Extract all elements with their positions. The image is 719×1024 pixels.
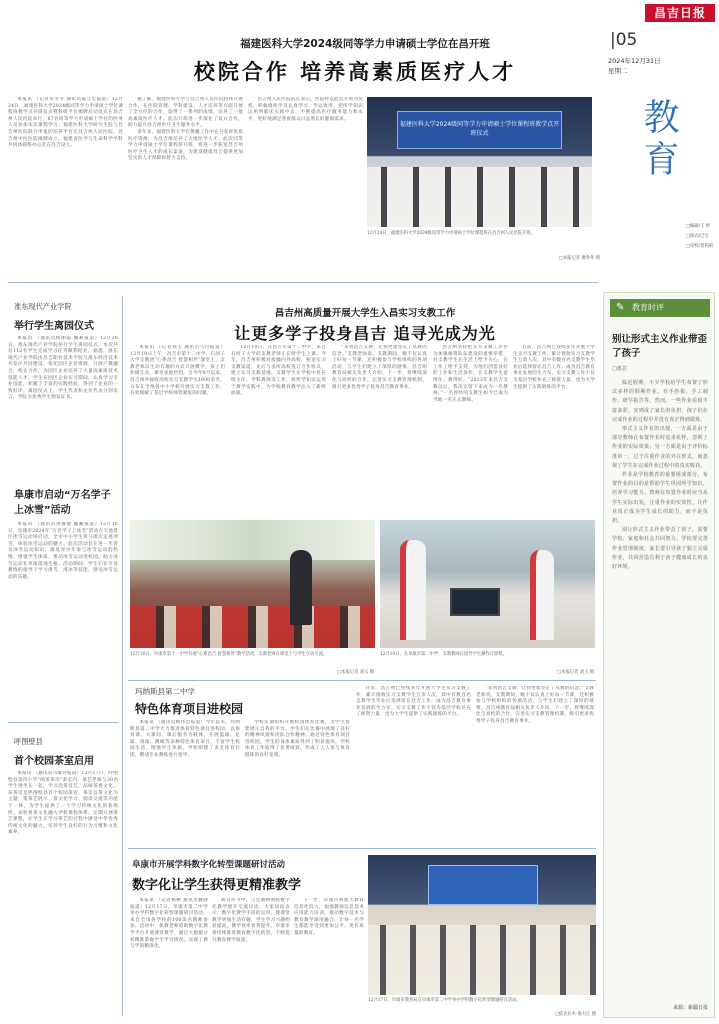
mid-photo-2 bbox=[380, 520, 595, 648]
s1-kicker: 准东现代产业学院 bbox=[14, 302, 72, 311]
s1-headline: 举行学生离园仪式 bbox=[14, 321, 94, 332]
lead-photo-credit: □本报记者 廖冬冬 摄 bbox=[558, 256, 600, 261]
s3-body: 本报讯 （通讯员马敏玲报道）12月17日，呼图壁县第四小学“阅茶茶诗”茶室内，茶艺老师与30名学生围坐在一起，学习泡茶技艺，品味茶香文化。该茶室是呼图壁县首个校园茶室，茶室以茶文化为主题，集茶艺展示、茶文化学习、阅读交流等功能于一体，为学生提供了一个学习传统文化的新场所。该校将茶文化融入学校课程体系，定期开展茶艺课程，让学生在学习茶艺的过程中感受中华优秀传统文化的魅力，培养学生良好的行为习惯和文化素养。 bbox=[8, 771, 118, 836]
issue-weekday: 星期二 bbox=[608, 67, 628, 75]
lead-col-1: 本报讯 （记者常冬冬 通讯员陈立宏报道）12月24日，福建医科大学2024级同等学力申请硕士学位课程班教学点开班仪式暨科研平台揭牌启动仪式在昌吉州人民医院举行，87名同等学力申请硕士学位的医务人员参加本次课程学习。福建医科大学研究生院与昌吉州医院联合申报的培养平台在昌吉州人民医院、昌吉州中医医院揭牌成立，福建省医学与生命科学学科共同体联络办公室在昌吉设立。 bbox=[8, 97, 123, 149]
commentary-box bbox=[603, 292, 715, 1018]
computer-screen bbox=[450, 588, 500, 616]
section-title: 教育 bbox=[638, 98, 679, 182]
window-light bbox=[130, 520, 375, 560]
stage-banner: 福建医科大学2024级同等学力申请硕士学位课程班教学点开班仪式 bbox=[397, 111, 562, 149]
editor-line: □版式/巴宝 bbox=[686, 234, 709, 239]
editor-credits bbox=[686, 222, 716, 252]
mid-col-5: 目前，昌吉州已连续多年开展大学生实习支教工作，累计接收实习支教学生万余人次，其中有数百名支教学生毕业后选择留在昌吉工作，成为昌吉教育事业发展的生力军。实习支教工作不仅为基层学校补充了师资力量，也为大学生提供了实践锻炼的平台。 bbox=[513, 345, 595, 390]
teacher-figure bbox=[290, 550, 312, 625]
lead-col-2: 据了解，福建医科大学与昌吉州人民医院持续开展合作，在医院管理、学科建设、人才培养等方面开展了全方位的合作，取得了一系列的成绩，培养了一批高素质医疗人才。此次开班进一步深化了双方合作，助力提升昌吉州医疗卫生服务水平。 多年来，福建医科大学在援疆工作中充分发挥优质医疗资源，为昌吉州培养了大批医学人才。此次同等学力申请硕士学位课程班开班，将进一步拓宽昌吉州医疗卫生人才的成长渠道，为建设健康昌吉提供更加坚实的人才保障和智力支持。 bbox=[128, 97, 243, 162]
lead-col-3: 昌吉州人民医院院长表示，医院将以此次开班为契机，积极组织学员认真学习，学以致用，把所学知识运用到临床实践中去，不断提高医疗服务能力和水平，更好地满足各族群众日益增长的健康需求。 bbox=[248, 97, 363, 122]
pen-icon: ✎ bbox=[616, 302, 625, 313]
editor-line: □审校/贺利莉 bbox=[686, 244, 713, 249]
left-divider bbox=[8, 722, 118, 723]
mid-kicker: 昌吉州高质量开展大学生入昌实习支教工作 bbox=[274, 308, 456, 319]
audience-rows bbox=[367, 167, 592, 227]
mid-photo-1 bbox=[130, 520, 375, 648]
s1-body: 本报讯 （通讯员杨丽霞 魏莉报道）12月26日，准东现代产业学院举行学生离园仪式，本次共有112名学生完成学习任务顺利结业。据悉，准东现代产业学院由昌吉职业技术学院与准东经济技术开发区共同建设，依托园区企业资源，开展产教融合、校企合作，为园区企业培养了大量高素质技术技能人才。学生在园区企业实习期间，认真学习专业技能，积累了丰富的实践经验，得到了企业的一致好评。离园仪式上，学生代表和企业代表分别发言，学院为优秀学生颁发证书。 bbox=[8, 336, 118, 401]
commentary-author: □惠芸 bbox=[612, 366, 627, 372]
bottom-kicker: 阜康市开展学科数字化转型课题研讨活动 bbox=[132, 860, 286, 870]
bottom-divider bbox=[128, 848, 596, 849]
lead-headline: 校院合作 培养高素质医疗人才 bbox=[193, 60, 517, 84]
mid-photo-1-caption: 12月10日，阜康市第十一中学开展“心系昌吉 智慧相伴”教学活动，支教老师在课堂上与学生互动交流。 bbox=[130, 652, 328, 657]
mid-col-4: 昌吉州坚持把实习支教工作作为加强师资队伍建设的重要举措，对支教学生在生活上给予关心，在工作上给予支持，为他们创造良好的工作和生活条件，让支教学生留得住、教得好。“2023年来昌吉支教以后，我决定留下来成为一名教师。”一名曾经的支教生如今已成为当地一名正式教师。 bbox=[433, 345, 508, 403]
mid-col-2: 12月10日，在昌吉市第十二中学，来自石河子大学的支教老师正在给学生上课。今年，昌吉州积极对接疆内外高校，拓宽实习支教渠道，先后与多所高校签订合作协议，建立实习支教基地。支教学生在学校中担任班主任、学科教师等工作，将所学知识运用于教学实践中，为学校教育教学注入了新鲜血液。 bbox=[231, 345, 326, 397]
bottom-col-2: 研讨环节中，与会教师围绕数字化教学展开交流讨论。大家纷纷表示，数字化教学手段的运用，使课堂教学更加生动有趣，学生学习兴趣明显提高，教学效率显著提升。阜康市将持续推进教育数字化转型，不断提升教育教学质量。 bbox=[212, 898, 290, 943]
mid-continue-2: “来到昌吉支教，让我更加坚定了从教的信念。”支教老师说。支教期间，她不仅认真上好每一节课，还积极参与学校组织的各项活动，与学生们建立了深厚的感情。昌吉州教育局相关负责人介绍，下一步，将继续深化与高校的合作，完善实习支教管理机制，吸引更多优秀学子投身昌吉教育事业。 bbox=[476, 686, 594, 724]
lead-photo-caption: 12月24日，福建医科大学2024级同等学力申请硕士学位课程班在昌吉州人民医院开班。 bbox=[367, 231, 535, 236]
bottom-photo-credit: □依克拉木·海力江 摄 bbox=[554, 1012, 596, 1017]
audience-rows bbox=[368, 925, 596, 995]
mid-photo-1-credit: □本报记者 刘玉 摄 bbox=[337, 670, 374, 675]
issue-date: 2024年12月31日 bbox=[608, 57, 661, 65]
s3-kicker: 呼图壁县 bbox=[14, 737, 43, 746]
paper-name: 昌吉日报 bbox=[645, 4, 715, 22]
mid-col-3: “来到昌吉支教，让我更加坚定了从教的信念。”支教老师说。支教期间，她不仅认真上好每一节课，还积极参与学校组织的各项活动，与学生们建立了深厚的感情。昌吉州教育局相关负责人介绍，下一步，将继续深化与高校的合作，完善实习支教管理机制，吸引更多优秀学子投身昌吉教育事业。 bbox=[332, 345, 427, 390]
s3-headline: 首个校园茶室启用 bbox=[14, 756, 94, 767]
bl-col-2: 学校定期组织开展校园体育比赛，为学生搭建展示自我的平台。学生们在比赛中展现了良好的精神风貌和团队合作精神。通过特色体育项目进校园，学生的身体素质得到了明显提高，学校体育工作取得了显著成效，形成了人人参与体育锻炼的良好氛围。 bbox=[245, 720, 350, 758]
left-column-rule bbox=[122, 296, 123, 1016]
mid-headline: 让更多学子投身昌吉 追寻光成为光 bbox=[234, 324, 496, 343]
s2-headline: 阜康市启动“万名学子上冰雪”活动 bbox=[14, 490, 111, 516]
lead-kicker: 福建医科大学2024级同等学力申请硕士学位在昌开班 bbox=[240, 38, 490, 50]
commentary-body: 临近假期，不少学校给学生布置了形式多样的假期作业，有手抄报、手工制作、研学报告等。然而，一些作业看似丰富多彩，实则成了家长的负担，孩子们在完成作业的过程中并没有真正得到锻炼。 形式主义作业的出现，一方面是由于部分教师在布置作业时追求花样，忽视了作业的实际效果；另一方面是由于评价标准单一，过于注重作业的外在形式，而忽视了学生在完成作业过程中的真实收获。 作业是学校教育的重要组成部分，布置作业的目的是帮助学生巩固所学知识、培养学习能力。教师在布置作业时应当从学生实际出发，注重作业的实效性，让作业真正成为学生成长的助力，而不是负担。 别让形式主义作业带歪了孩子，需要学校、家庭和社会共同努力。学校要完善作业管理制度，家长要引导孩子独立完成作业，共同营造有利于孩子健康成长的良好环境。 bbox=[612, 380, 708, 571]
s2-body: 本报讯 （通讯员黄敏敏 魏鹏报道）12月16日，阜康市2024年“万名学子上冰雪”活动在天池景区冰雪运动场启动，全市中小学生将分批次走进冰雪，体验冰雪运动的魅力。此次活动旨在进一步普及冰雪运动知识，激发青少年参与冰雪运动的热情，增强学生体质，推动冰雪运动进校园，助力冰雪运动在阜康落地生根。活动期间，学生们在专业教练的指导下学习滑雪、滑冰等技能，感受冰雪运动的乐趣。 bbox=[8, 522, 118, 580]
bottom-headline: 数字化让学生获得更精准教学 bbox=[132, 878, 302, 893]
editor-line: □编辑/王 婷 bbox=[686, 224, 711, 229]
commentary-source: 来源：新疆日报 bbox=[672, 1005, 708, 1011]
commentary-tag: ✎ 教育时评 bbox=[610, 299, 710, 317]
bottom-col-1: 本报讯 （记者杨柳 通讯员魏静报道）12月17日，阜康市第二中学举办学科数字化转型课题研讨活动，来自全市各学校的100余名教师参加。活动中，执教老师借助数字化教学平台开展课堂教学，通过大数据分析精准掌握学生学习情况，实现了教与学的精准化。 bbox=[130, 898, 208, 950]
mid-photo-2-credit: □本报记者 刘玉 摄 bbox=[557, 670, 594, 675]
page-number: |05 bbox=[610, 30, 638, 50]
classroom-desks bbox=[130, 606, 375, 648]
bottom-photo-caption: 12月17日，阜康市教育局在阜康市第二中学举办学科数字化转型课题研讨活动。 bbox=[368, 998, 521, 1003]
mid-col-1: 本报讯 （记者刘玉 通讯员马玲报道）12月10日上午，昌吉市第十二中学、石河子大学支教团“心系昌吉 智慧相伴”课堂上，支教老师以生动有趣的方式开展教学，孩子们积极互动，课堂氛围热烈。自今年9月以来，昌吉州共接收高校实习支教学生1600余名，分布在全州各中小学校开展实习支教工作，有效缓解了基层学校师资紧张的问题。 bbox=[130, 345, 225, 397]
masthead bbox=[600, 4, 715, 84]
bottom-col-3: 下一步，阜康市将加大教育信息化投入，加强教师信息技术应用能力培训，推动数字技术与教育教学深度融合，让每一名学生都能享受到更加公平、更有质量的教育。 bbox=[294, 898, 364, 936]
bl-col-1: 本报讯 （通讯员杨伟忠报道）今年以来，玛纳斯县第二中学大力推进体育特色项目进校园，以体育课、大课间、课后服务为载体，开展篮球、足球、排球、跳绳等多种特色体育项目，丰富学生校园生活，增强学生体质。学校组建了多支体育社团，聘请专业教练进行指导。 bbox=[130, 720, 240, 758]
bottom-photo bbox=[368, 855, 596, 995]
mid-photo-2-caption: 12月10日，在阜康市第二中学，支教教师在指导学生操作计算机。 bbox=[380, 652, 507, 657]
mid-divider bbox=[128, 680, 596, 681]
commentary-headline: 别让形式主义作业带歪了孩子 bbox=[612, 334, 708, 359]
projector-screen bbox=[428, 865, 538, 905]
bl-kicker: 玛纳斯县第二中学 bbox=[135, 687, 195, 696]
lead-photo bbox=[367, 97, 592, 227]
lead-divider bbox=[8, 282, 598, 283]
student-figure bbox=[400, 540, 426, 640]
student-figure bbox=[530, 550, 554, 640]
bl-headline: 特色体育项目进校园 bbox=[135, 702, 244, 716]
mid-continue: 目前，昌吉州已连续多年开展大学生实习支教工作，累计接收实习支教学生万余人次，其中有数百名支教学生毕业后选择留在昌吉工作，成为昌吉教育事业发展的生力军。实习支教工作不仅为基层学校补充了师资力量，也为大学生提供了实践锻炼的平台。 bbox=[356, 686, 471, 718]
